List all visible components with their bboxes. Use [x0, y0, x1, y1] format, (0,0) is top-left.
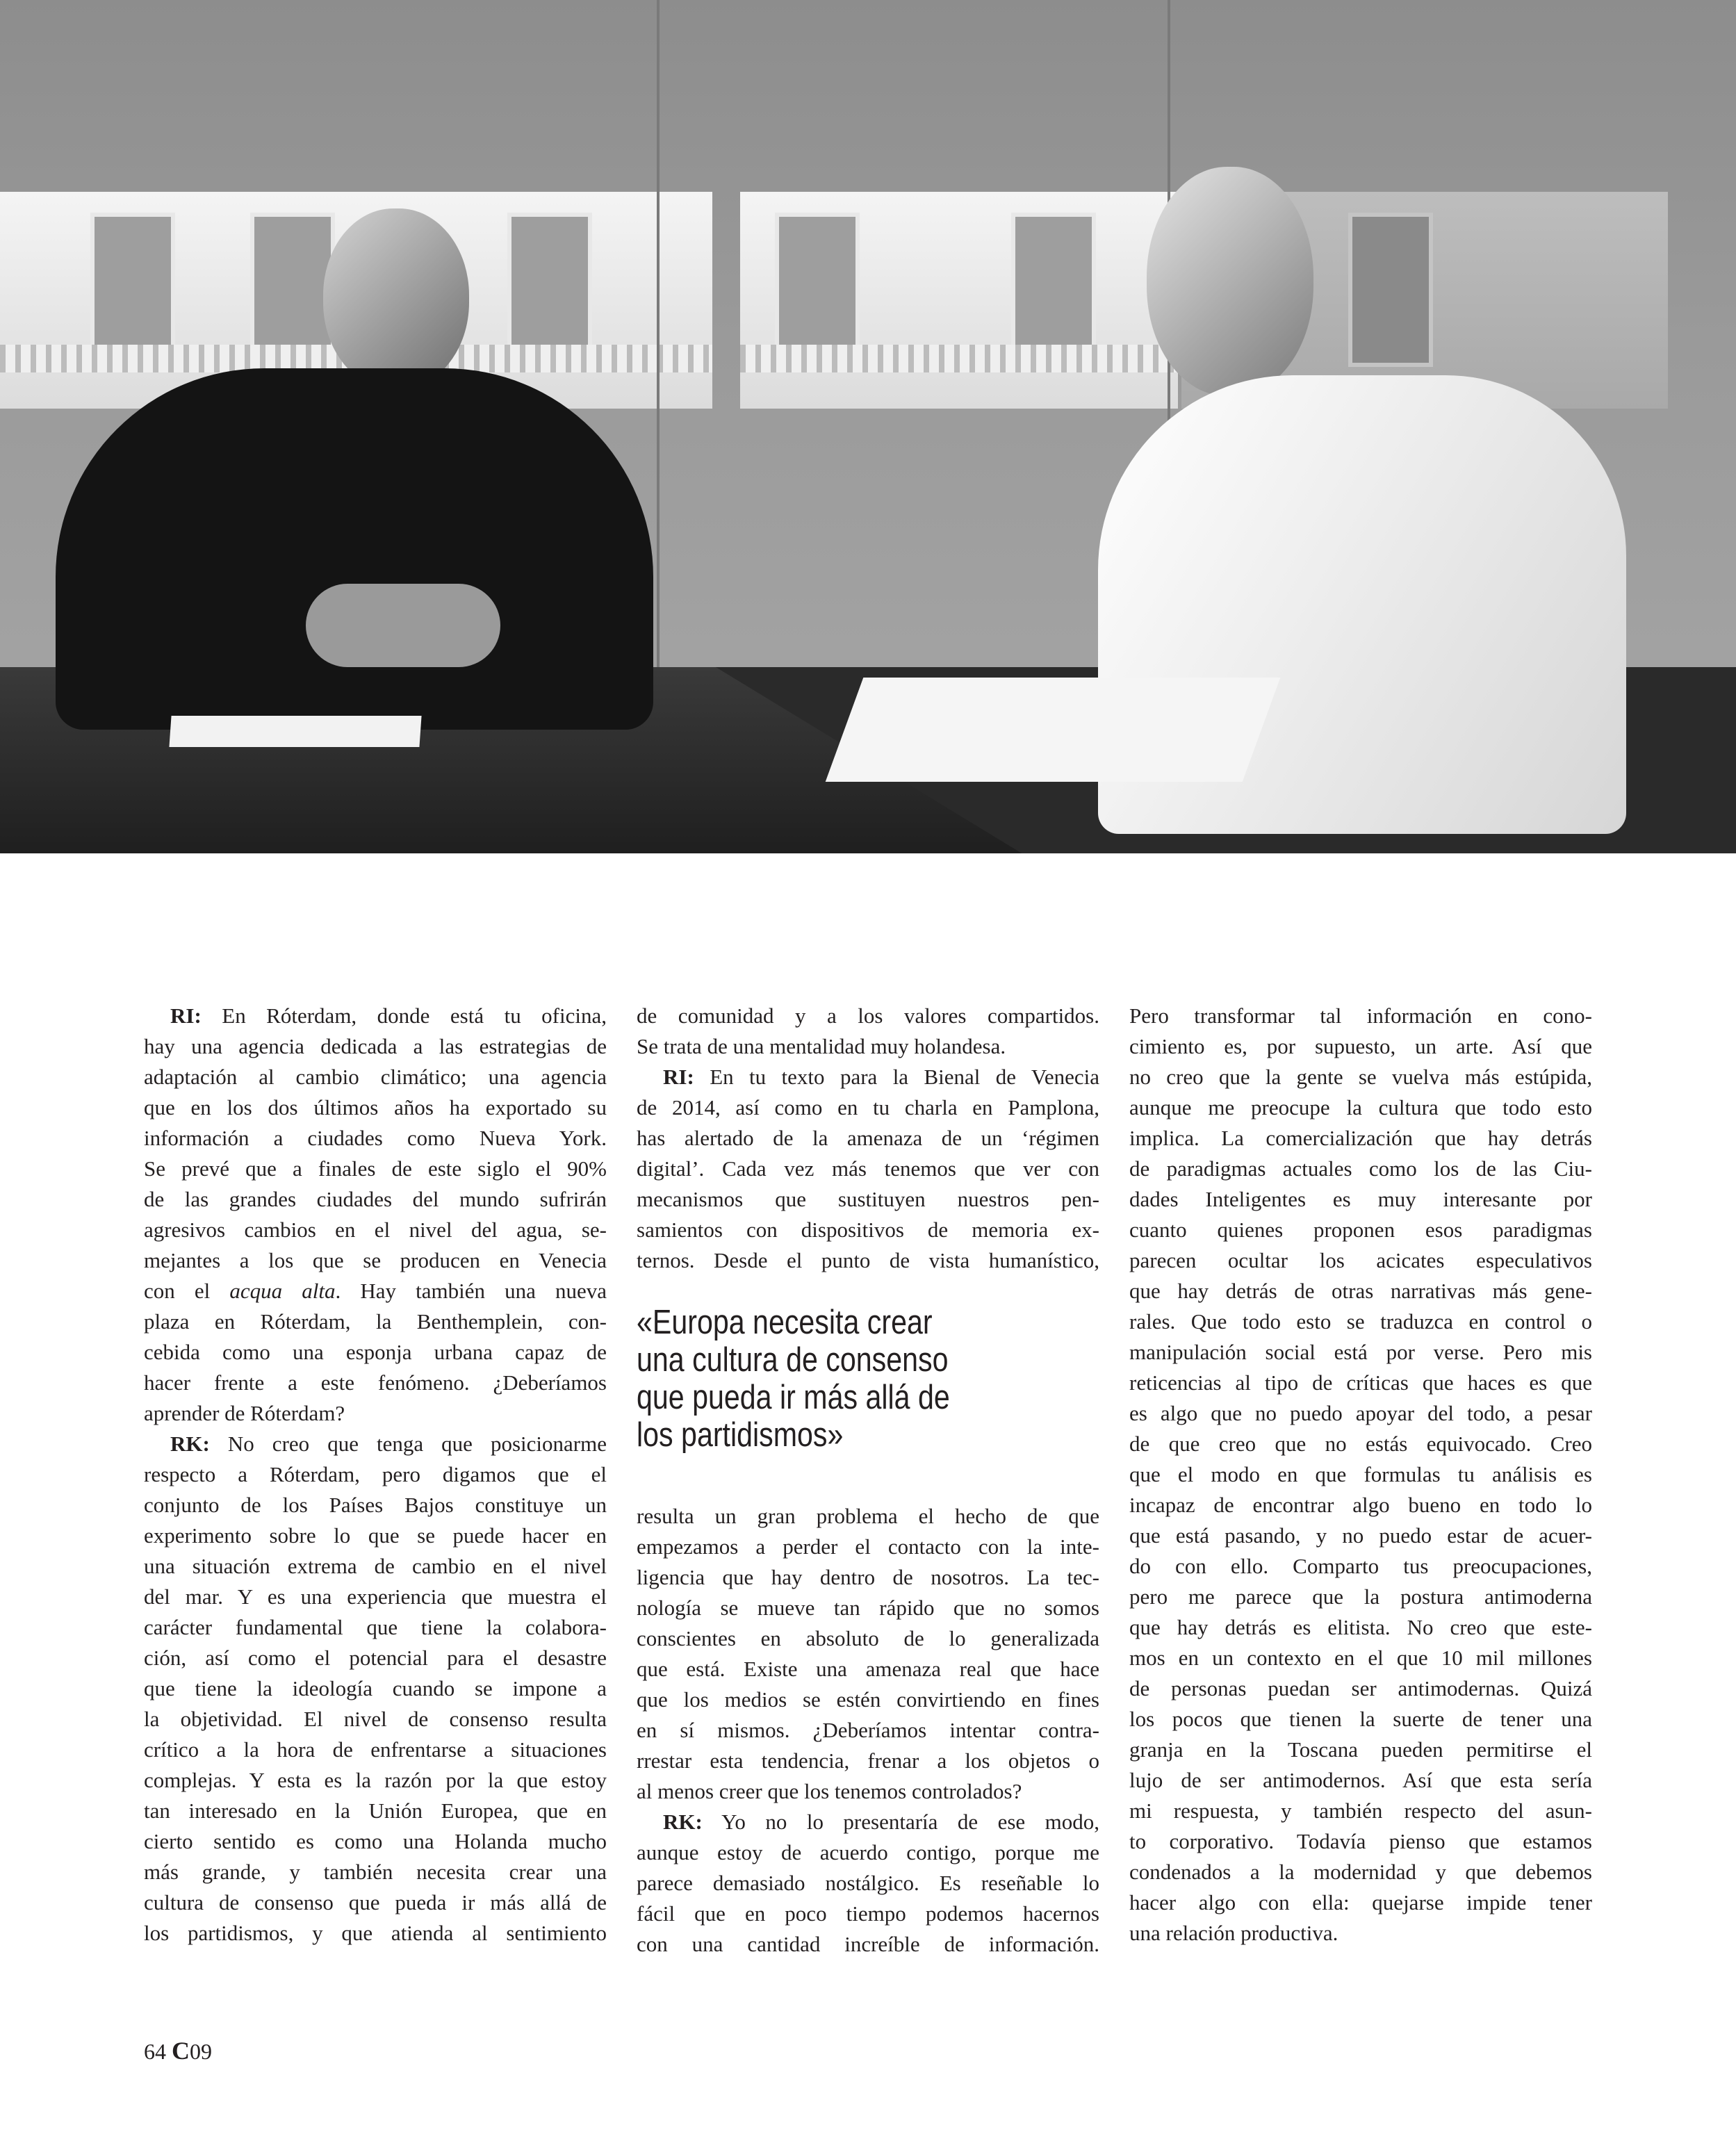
- article-column-3: [1129, 1001, 1592, 1949]
- line-text: información a ciudades como Nueva York.: [144, 1126, 607, 1150]
- text-line: [637, 1807, 1099, 1837]
- text-line: [637, 1154, 1099, 1184]
- line-text: to corporativo. Todavía pienso que estamos: [1129, 1829, 1592, 1853]
- text-line: [1129, 1582, 1592, 1612]
- text-line: [144, 1887, 607, 1918]
- text-line: [637, 1245, 1099, 1276]
- page-number: 64: [144, 2039, 166, 2064]
- line-text: de personas puedan ser antimodernas. Quizá: [1129, 1676, 1592, 1700]
- line-text: no creo que la gente se vuelva más estúpida,: [1129, 1065, 1592, 1089]
- line-text: experimento sobre lo que se puede hacer en: [144, 1523, 607, 1548]
- pull-quote: [637, 1304, 1045, 1454]
- line-text: mecanismos que sustituyen nuestros pen-: [637, 1187, 1099, 1211]
- text-line: [1129, 1001, 1592, 1031]
- line-text: los partidismos, y que atienda al sentimiento: [144, 1921, 607, 1945]
- text-line: [1129, 1551, 1592, 1582]
- line-text: Se prevé que a finales de este siglo el 90%: [144, 1156, 607, 1181]
- italic-term: acqua alta: [229, 1279, 336, 1303]
- line-text: ción, así como el potencial para el desastre: [144, 1646, 607, 1670]
- line-text: la objetividad. El nivel de consenso resulta: [144, 1707, 607, 1731]
- line-text: incapaz de encontrar algo bueno en todo lo: [1129, 1493, 1592, 1517]
- line-text: mi respuesta, y también respecto del asun-: [1129, 1798, 1592, 1823]
- speaker-label: RI:: [170, 1003, 202, 1028]
- line-text: reticencias al tipo de críticas que haces es que: [1129, 1370, 1592, 1395]
- text-line: [144, 1459, 607, 1490]
- line-text: en sí mismos. ¿Deberíamos intentar contra-: [637, 1718, 1099, 1742]
- text-line: [144, 1582, 607, 1612]
- line-text: crítico a la hora de enfrentarse a situaciones: [144, 1737, 607, 1762]
- text-line: [1129, 1306, 1592, 1337]
- line-text: tan interesado en la Unión Europea, que en: [144, 1798, 607, 1823]
- line-text: rrestar esta tendencia, frenar a los objetos o: [637, 1748, 1099, 1773]
- text-line: [1129, 1276, 1592, 1306]
- text-line: [144, 1490, 607, 1520]
- line-text: cierto sentido es como una Holanda mucho: [144, 1829, 607, 1853]
- text-line: [144, 1551, 607, 1582]
- text-line: [637, 1776, 1099, 1807]
- line-text: hay una agencia dedicada a las estrategias de: [144, 1034, 607, 1058]
- line-text: hacer algo con ella: quejarse impide tener: [1129, 1890, 1592, 1915]
- text-line: [144, 1612, 607, 1643]
- text-line: [1129, 1826, 1592, 1857]
- line-text: . Hay también una nueva: [335, 1279, 607, 1303]
- text-line: [637, 1092, 1099, 1123]
- text-line: [144, 1643, 607, 1673]
- text-line: [637, 1899, 1099, 1929]
- text-line: [144, 1918, 607, 1949]
- speaker-label: RK:: [663, 1810, 703, 1834]
- line-text: una relación productiva.: [1129, 1921, 1338, 1945]
- text-line: [1129, 1643, 1592, 1673]
- text-line: [144, 1306, 607, 1337]
- pull-quote-line: «Europa necesita crear: [637, 1304, 933, 1341]
- article-column-2-top: [637, 1001, 1099, 1276]
- line-text: do con ello. Comparto tus preocupaciones,: [1129, 1554, 1592, 1578]
- text-line: [637, 1532, 1099, 1562]
- line-text: dades Inteligentes es muy interesante por: [1129, 1187, 1592, 1211]
- text-line: [1129, 1887, 1592, 1918]
- line-text: ternos. Desde el punto de vista humanístico,: [637, 1248, 1099, 1272]
- text-line: [1129, 1704, 1592, 1735]
- line-text: aprender de Róterdam?: [144, 1401, 345, 1425]
- text-line: [144, 1765, 607, 1796]
- text-line: [637, 1837, 1099, 1868]
- text-line: [637, 1684, 1099, 1715]
- line-text: que está. Existe una amenaza real que hace: [637, 1657, 1099, 1681]
- line-text: empezamos a perder el contacto con la inte-: [637, 1534, 1099, 1559]
- text-line: [144, 1154, 607, 1184]
- line-text: de las grandes ciudades del mundo sufrirán: [144, 1187, 607, 1211]
- text-line: [637, 1715, 1099, 1746]
- line-text: una situación extrema de cambio en el nivel: [144, 1554, 607, 1578]
- interview-photo: [0, 0, 1736, 853]
- line-text: cimiento es, por supuesto, un arte. Así que: [1129, 1034, 1592, 1058]
- line-text: plaza en Róterdam, la Benthemplein, con-: [144, 1309, 607, 1334]
- text-line: [1129, 1245, 1592, 1276]
- text-line: [144, 1368, 607, 1398]
- line-text: ligencia que hay dentro de nosotros. La tec-: [637, 1565, 1099, 1589]
- text-line: [144, 1337, 607, 1368]
- line-text: los pocos que tienen la suerte de tener una: [1129, 1707, 1592, 1731]
- line-text: conscientes en absoluto de lo generalizada: [637, 1626, 1099, 1650]
- text-line: [144, 1245, 607, 1276]
- text-line: [144, 1276, 607, 1306]
- line-text: parece demasiado nostálgico. Es reseñable lo: [637, 1871, 1099, 1895]
- line-text: implica. La comercialización que hay detrás: [1129, 1126, 1592, 1150]
- line-text: mos en un contexto en el que 10 mil millones: [1129, 1646, 1592, 1670]
- text-line: [637, 1215, 1099, 1245]
- line-text: que el modo en que formulas tu análisis es: [1129, 1462, 1592, 1486]
- line-text: adaptación al cambio climático; una agencia: [144, 1065, 607, 1089]
- text-line: [144, 1062, 607, 1092]
- line-text: que en los dos últimos años ha exportado su: [144, 1095, 607, 1120]
- line-text: complejas. Y esta es la razón por la que estoy: [144, 1768, 607, 1792]
- line-text: que está pasando, y no puedo estar de acuer-: [1129, 1523, 1592, 1548]
- text-line: [1129, 1796, 1592, 1826]
- text-line: [1129, 1154, 1592, 1184]
- line-text: Se trata de una mentalidad muy holandesa.: [637, 1034, 1006, 1058]
- paper-right: [826, 678, 1281, 782]
- text-line: [1129, 1857, 1592, 1887]
- text-line: [1129, 1673, 1592, 1704]
- line-text: carácter fundamental que tiene la colabora-: [144, 1615, 607, 1639]
- text-line: [637, 1868, 1099, 1899]
- line-text: lujo de ser antimodernos. Así que esta sería: [1129, 1768, 1592, 1792]
- text-line: [144, 1735, 607, 1765]
- text-line: [1129, 1368, 1592, 1398]
- line-text: de 2014, así como en tu charla en Pamplona,: [637, 1095, 1099, 1120]
- line-text: pero me parece que la postura antimoderna: [1129, 1584, 1592, 1609]
- line-text: cebida como una esponja urbana capaz de: [144, 1340, 607, 1364]
- text-line: [637, 1929, 1099, 1960]
- text-line: [1129, 1429, 1592, 1459]
- article-column-1: [144, 1001, 607, 1949]
- line-text: de paradigmas actuales como los de las Ciu-: [1129, 1156, 1592, 1181]
- text-line: [1129, 1490, 1592, 1520]
- article-column-2-bottom: [637, 1501, 1099, 1960]
- line-text: que los medios se estén convirtiendo en fines: [637, 1687, 1099, 1712]
- text-line: [1129, 1184, 1592, 1215]
- person-left: [56, 208, 653, 737]
- line-text: aunque estoy de acuerdo contigo, porque me: [637, 1840, 1099, 1864]
- text-line: [637, 1623, 1099, 1654]
- text-line: [637, 1001, 1099, 1031]
- line-text: hacer frente a este fenómeno. ¿Deberíamos: [144, 1370, 607, 1395]
- text-line: [144, 1398, 607, 1429]
- text-line: [144, 1704, 607, 1735]
- line-text: has alertado de la amenaza de un ‘régimen: [637, 1126, 1099, 1150]
- line-text: rales. Que todo esto se traduzca en control o: [1129, 1309, 1592, 1334]
- line-text: es algo que no puedo apoyar del todo, a pesar: [1129, 1401, 1592, 1425]
- text-line: [144, 1092, 607, 1123]
- text-line: [1129, 1031, 1592, 1062]
- text-line: [1129, 1918, 1592, 1949]
- text-line: [144, 1001, 607, 1031]
- pull-quote-line: los partidismos»: [637, 1416, 844, 1454]
- line-text: fácil que en poco tiempo podemos hacernos: [637, 1901, 1099, 1926]
- line-text: parecen ocultar los acicates especulativos: [1129, 1248, 1592, 1272]
- text-line: [144, 1429, 607, 1459]
- text-line: [637, 1501, 1099, 1532]
- line-text: agresivos cambios en el nivel del agua, se-: [144, 1218, 607, 1242]
- line-text: digital’. Cada vez más tenemos que ver con: [637, 1156, 1099, 1181]
- text-line: [1129, 1215, 1592, 1245]
- line-text: con una cantidad increíble de información.: [637, 1932, 1099, 1956]
- line-text: manipulación social está por verse. Pero mis: [1129, 1340, 1592, 1364]
- text-line: [1129, 1092, 1592, 1123]
- line-text: conjunto de los Países Bajos constituye un: [144, 1493, 607, 1517]
- text-line: [144, 1123, 607, 1154]
- line-text: con el: [144, 1279, 230, 1303]
- text-line: [637, 1654, 1099, 1684]
- line-text: cultura de consenso que pueda ir más allá de: [144, 1890, 607, 1915]
- text-line: [1129, 1765, 1592, 1796]
- text-line: [1129, 1123, 1592, 1154]
- line-text: En Róterdam, donde está tu oficina,: [222, 1003, 607, 1028]
- text-line: [637, 1031, 1099, 1062]
- line-text: Pero transformar tal información en cono-: [1129, 1003, 1592, 1028]
- line-text: samientos con dispositivos de memoria ex-: [637, 1218, 1099, 1242]
- pull-quote-line: que pueda ir más allá de: [637, 1379, 950, 1416]
- text-line: [637, 1062, 1099, 1092]
- text-line: [144, 1796, 607, 1826]
- line-text: más grande, y también necesita crear una: [144, 1860, 607, 1884]
- line-text: mejantes a los que se producen en Venecia: [144, 1248, 607, 1272]
- issue-number: 09: [190, 2039, 212, 2064]
- text-line: [144, 1826, 607, 1857]
- line-text: No creo que tenga que posicionarme: [227, 1432, 607, 1456]
- line-text: En tu texto para la Bienal de Venecia: [710, 1065, 1099, 1089]
- text-line: [1129, 1459, 1592, 1490]
- speaker-label: RI:: [663, 1065, 694, 1089]
- line-text: respecto a Róterdam, pero digamos que el: [144, 1462, 607, 1486]
- speaker-label: RK:: [170, 1432, 210, 1456]
- line-text: al menos creer que los tenemos controlados?: [637, 1779, 1022, 1803]
- text-line: [144, 1857, 607, 1887]
- text-line: [637, 1562, 1099, 1593]
- text-line: [1129, 1337, 1592, 1368]
- line-text: condenados a la modernidad y que debemos: [1129, 1860, 1592, 1884]
- line-text: Yo no lo presentaría de ese modo,: [721, 1810, 1099, 1834]
- text-line: [1129, 1062, 1592, 1092]
- text-line: [1129, 1612, 1592, 1643]
- line-text: de comunidad y a los valores compartidos.: [637, 1003, 1099, 1028]
- page-footer: [144, 2036, 212, 2065]
- text-line: [1129, 1398, 1592, 1429]
- text-line: [637, 1184, 1099, 1215]
- line-text: de que creo que no estás equivocado. Creo: [1129, 1432, 1592, 1456]
- line-text: nología se mueve tan rápido que no somos: [637, 1596, 1099, 1620]
- text-line: [144, 1520, 607, 1551]
- text-line: [1129, 1520, 1592, 1551]
- line-text: que hay detrás de otras narrativas más gene-: [1129, 1279, 1592, 1303]
- line-text: granja en la Toscana pueden permitirse el: [1129, 1737, 1592, 1762]
- text-line: [144, 1215, 607, 1245]
- text-line: [144, 1184, 607, 1215]
- text-line: [1129, 1735, 1592, 1765]
- text-line: [144, 1031, 607, 1062]
- text-line: [637, 1593, 1099, 1623]
- pull-quote-line: una cultura de consenso: [637, 1341, 949, 1379]
- line-text: resulta un gran problema el hecho de que: [637, 1504, 1099, 1528]
- line-text: cuanto quienes proponen esos paradigmas: [1129, 1218, 1592, 1242]
- text-line: [637, 1746, 1099, 1776]
- magazine-logo-letter: C: [172, 2037, 190, 2065]
- text-line: [637, 1123, 1099, 1154]
- paper-left: [169, 716, 421, 747]
- line-text: aunque me preocupe la cultura que todo esto: [1129, 1095, 1592, 1120]
- line-text: que hay detrás es elitista. No creo que este-: [1129, 1615, 1592, 1639]
- line-text: del mar. Y es una experiencia que muestra el: [144, 1584, 607, 1609]
- line-text: que tiene la ideología cuando se impone a: [144, 1676, 607, 1700]
- text-line: [144, 1673, 607, 1704]
